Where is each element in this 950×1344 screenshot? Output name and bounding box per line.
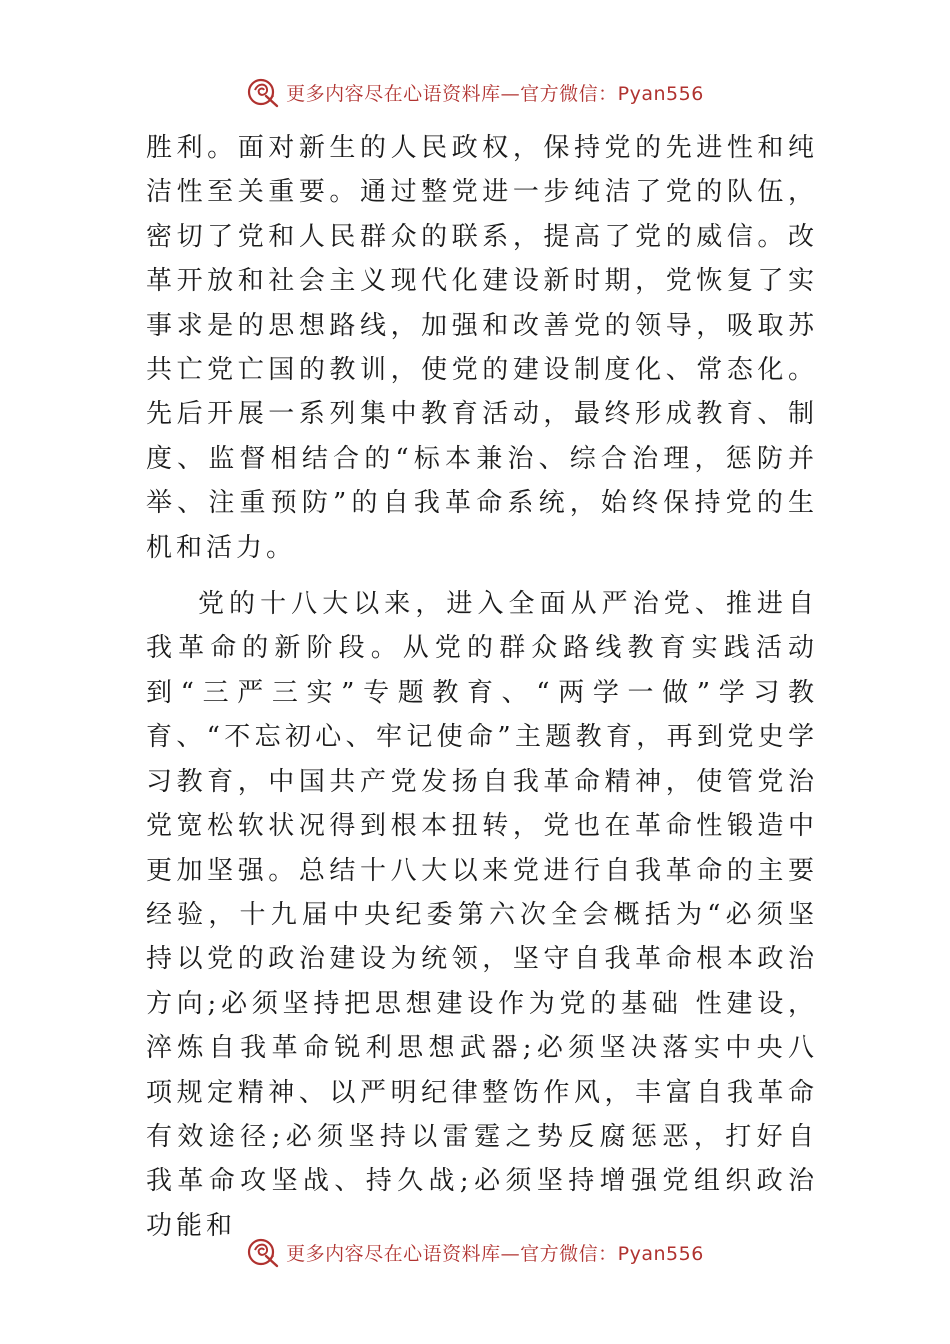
- footer-banner: [0, 1232, 950, 1272]
- header-banner-label: 更多内容尽在心语资料库—官方微信：: [286, 82, 618, 105]
- header-banner: [0, 72, 950, 112]
- paragraph-1: 胜利。面对新生的人民政权，保持党的先进性和纯洁性至关重要。通过整党进一步纯洁了党的队伍，密切了党和人民群众的联系，提高了党的威信。改革开放和社会主义现代化建设新时期，党恢复了实事求是的思想路线，加强和改善党的领导，吸取苏共亡党亡国的教训，使党的建设制度化、常态化。先后开展一系列集中教育活动，最终形成教育、制度、监督相结合的“标本兼治、综合治理，惩防并举、注重预防”的自我革命系统，始终保持党的生机和活力。: [146, 133, 818, 563]
- rose-logo-icon: [246, 1235, 280, 1269]
- document-body: [146, 126, 818, 1248]
- paragraph-2: 党的十八大以来，进入全面从严治党、推进自我革命的新阶段。从党的群众路线教育实践活动到“三严三实”专题教育、“两学一做”学习教育、“不忘初心、牢记使命”主题教育，再到党史学习教育，中国共产党发扬自我革命精神，使管党治党宽松软状况得到根本扭转，党也在革命性锻造中更加坚强。总结十八大以来党进行自我革命的主要经验，十九届中央纪委第六次全会概括为“必须坚持以党的政治建设为统领，坚守自我革命根本政治方向;必须坚持把思想建设作为党的基础 性建设，淬炼自我革命锐利思想武器;必须坚决落实中央八项规定精神、以严明纪律整饬作风，丰富自我革命有效途径;必须坚持以雷霆之势反腐惩恶，打好自我革命攻坚战、持久战;必须坚持增强党组织政治功能和: [146, 589, 818, 1241]
- rose-logo-icon: [246, 75, 280, 109]
- footer-banner-text: [286, 1239, 704, 1266]
- footer-banner-label: 更多内容尽在心语资料库—官方微信：: [286, 1242, 618, 1265]
- header-wechat-id: Pyan556: [617, 82, 704, 105]
- footer-wechat-id: Pyan556: [617, 1242, 704, 1265]
- header-banner-text: [286, 79, 704, 106]
